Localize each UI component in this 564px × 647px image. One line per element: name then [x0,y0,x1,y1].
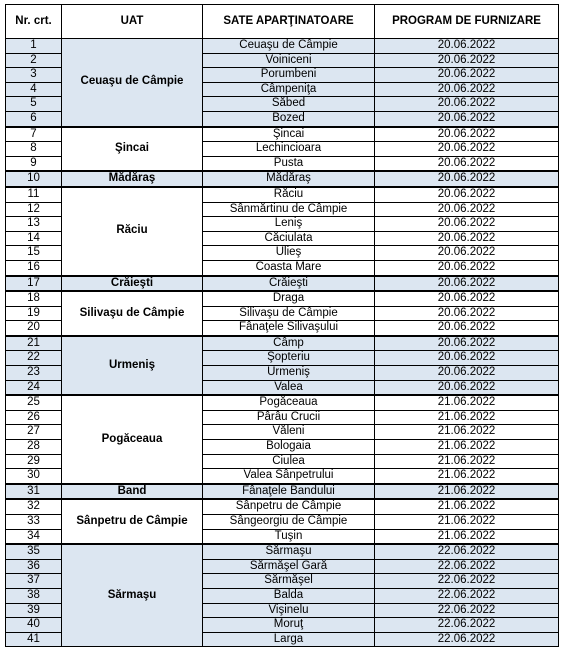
date-cell: 20.06.2022 [375,111,559,126]
uat-cell: Sărmaşu [62,544,203,647]
date-cell: 20.06.2022 [375,39,559,54]
village-cell: Tuşin [203,529,375,544]
date-cell: 21.06.2022 [375,529,559,544]
table-row [6,39,559,54]
row-number: 12 [6,202,62,217]
row-number: 6 [6,111,62,126]
date-cell: 21.06.2022 [375,410,559,425]
row-number: 33 [6,515,62,530]
row-number: 37 [6,574,62,589]
village-cell: Sânpetru de Câmpie [203,499,375,514]
row-number: 34 [6,529,62,544]
uat-cell: Ceuaşu de Câmpie [62,39,203,127]
village-cell: Pusta [203,156,375,171]
row-number: 8 [6,142,62,157]
row-number: 24 [6,380,62,395]
uat-cell: Urmeniş [62,336,203,395]
uat-cell: Pogăceaua [62,395,203,484]
village-cell: Mădăraş [203,171,375,187]
row-number: 41 [6,632,62,647]
date-cell: 21.06.2022 [375,440,559,455]
row-number: 18 [6,291,62,306]
date-cell: 20.06.2022 [375,231,559,246]
row-number: 16 [6,260,62,275]
village-cell: Porumbeni [203,68,375,83]
row-number: 5 [6,97,62,112]
row-number: 39 [6,603,62,618]
village-cell: Valea [203,380,375,395]
row-number: 3 [6,68,62,83]
date-cell: 21.06.2022 [375,499,559,514]
uat-cell: Mădăraş [62,171,203,187]
village-cell: Bozed [203,111,375,126]
date-cell: 21.06.2022 [375,515,559,530]
village-cell: Lechincioara [203,142,375,157]
uat-cell: Crăieşti [62,276,203,292]
date-cell: 20.06.2022 [375,142,559,157]
village-cell: Moruţ [203,618,375,633]
row-number: 28 [6,440,62,455]
date-cell: 20.06.2022 [375,366,559,381]
table-row [6,171,559,187]
date-cell: 22.06.2022 [375,632,559,647]
village-cell: Balda [203,588,375,603]
village-cell: Silivaşu de Câmpie [203,306,375,321]
row-number: 32 [6,499,62,514]
row-number: 23 [6,366,62,381]
village-cell: Câmp [203,336,375,351]
date-cell: 22.06.2022 [375,559,559,574]
village-cell: Văleni [203,425,375,440]
village-cell: Voiniceni [203,53,375,68]
table-row [6,187,559,202]
village-cell: Pogăceaua [203,395,375,410]
date-cell: 22.06.2022 [375,618,559,633]
date-cell: 21.06.2022 [375,469,559,484]
row-number: 36 [6,559,62,574]
row-number: 40 [6,618,62,633]
village-cell: Leniş [203,217,375,232]
date-cell: 20.06.2022 [375,276,559,292]
date-cell: 22.06.2022 [375,588,559,603]
village-cell: Ulieş [203,246,375,261]
date-cell: 20.06.2022 [375,351,559,366]
date-cell: 20.06.2022 [375,217,559,232]
date-cell: 20.06.2022 [375,321,559,336]
row-number: 15 [6,246,62,261]
header-program: PROGRAM DE FURNIZARE [375,5,559,39]
row-number: 31 [6,484,62,500]
village-cell: Răciu [203,187,375,202]
village-cell: Urmeniş [203,366,375,381]
schedule-table-container [5,4,559,647]
date-cell: 20.06.2022 [375,291,559,306]
village-cell: Şincai [203,127,375,142]
village-cell: Sânmărtinu de Câmpie [203,202,375,217]
table-row [6,291,559,306]
date-cell: 20.06.2022 [375,187,559,202]
date-cell: 20.06.2022 [375,53,559,68]
table-row [6,395,559,410]
village-cell: Ceuaşu de Câmpie [203,39,375,54]
row-number: 35 [6,544,62,559]
village-cell: Crăieşti [203,276,375,292]
row-number: 4 [6,82,62,97]
uat-cell: Şincai [62,127,203,172]
date-cell: 22.06.2022 [375,603,559,618]
row-number: 11 [6,187,62,202]
date-cell: 20.06.2022 [375,380,559,395]
village-cell: Căciulata [203,231,375,246]
village-cell: Fânaţele Bandului [203,484,375,500]
table-row [6,276,559,292]
date-cell: 20.06.2022 [375,68,559,83]
date-cell: 20.06.2022 [375,336,559,351]
date-cell: 20.06.2022 [375,97,559,112]
row-number: 38 [6,588,62,603]
village-cell: Coasta Mare [203,260,375,275]
date-cell: 22.06.2022 [375,574,559,589]
date-cell: 20.06.2022 [375,306,559,321]
row-number: 25 [6,395,62,410]
uat-cell: Silivaşu de Câmpie [62,291,203,336]
village-cell: Sărmăşel Gară [203,559,375,574]
date-cell: 20.06.2022 [375,82,559,97]
date-cell: 22.06.2022 [375,544,559,559]
row-number: 27 [6,425,62,440]
date-cell: 21.06.2022 [375,484,559,500]
village-cell: Valea Sânpetrului [203,469,375,484]
table-body [6,39,559,647]
village-cell: Sărmaşu [203,544,375,559]
village-cell: Ciulea [203,454,375,469]
row-number: 29 [6,454,62,469]
village-cell: Fânaţele Silivaşului [203,321,375,336]
date-cell: 20.06.2022 [375,127,559,142]
row-number: 17 [6,276,62,292]
date-cell: 20.06.2022 [375,260,559,275]
uat-cell: Sânpetru de Câmpie [62,499,203,544]
table-row [6,336,559,351]
table-row [6,544,559,559]
row-number: 13 [6,217,62,232]
village-cell: Pârâu Crucii [203,410,375,425]
header-sate: SATE APARŢINATOARE [203,5,375,39]
date-cell: 21.06.2022 [375,425,559,440]
supply-schedule-table [5,4,559,647]
village-cell: Larga [203,632,375,647]
date-cell: 21.06.2022 [375,395,559,410]
village-cell: Bologaia [203,440,375,455]
row-number: 20 [6,321,62,336]
uat-cell: Răciu [62,187,203,276]
village-cell: Sărmăşel [203,574,375,589]
table-row [6,499,559,514]
date-cell: 20.06.2022 [375,171,559,187]
row-number: 2 [6,53,62,68]
row-number: 10 [6,171,62,187]
header-row [6,5,559,39]
village-cell: Săbed [203,97,375,112]
village-cell: Draga [203,291,375,306]
row-number: 26 [6,410,62,425]
date-cell: 20.06.2022 [375,246,559,261]
row-number: 14 [6,231,62,246]
date-cell: 20.06.2022 [375,202,559,217]
header-nr: Nr. crt. [6,5,62,39]
row-number: 21 [6,336,62,351]
village-cell: Câmpeniţa [203,82,375,97]
table-row [6,127,559,142]
row-number: 1 [6,39,62,54]
date-cell: 21.06.2022 [375,454,559,469]
date-cell: 20.06.2022 [375,156,559,171]
header-uat: UAT [62,5,203,39]
row-number: 7 [6,127,62,142]
row-number: 30 [6,469,62,484]
table-row [6,484,559,500]
row-number: 19 [6,306,62,321]
village-cell: Şopteriu [203,351,375,366]
row-number: 22 [6,351,62,366]
row-number: 9 [6,156,62,171]
village-cell: Sângeorgiu de Câmpie [203,515,375,530]
village-cell: Vişinelu [203,603,375,618]
uat-cell: Band [62,484,203,500]
